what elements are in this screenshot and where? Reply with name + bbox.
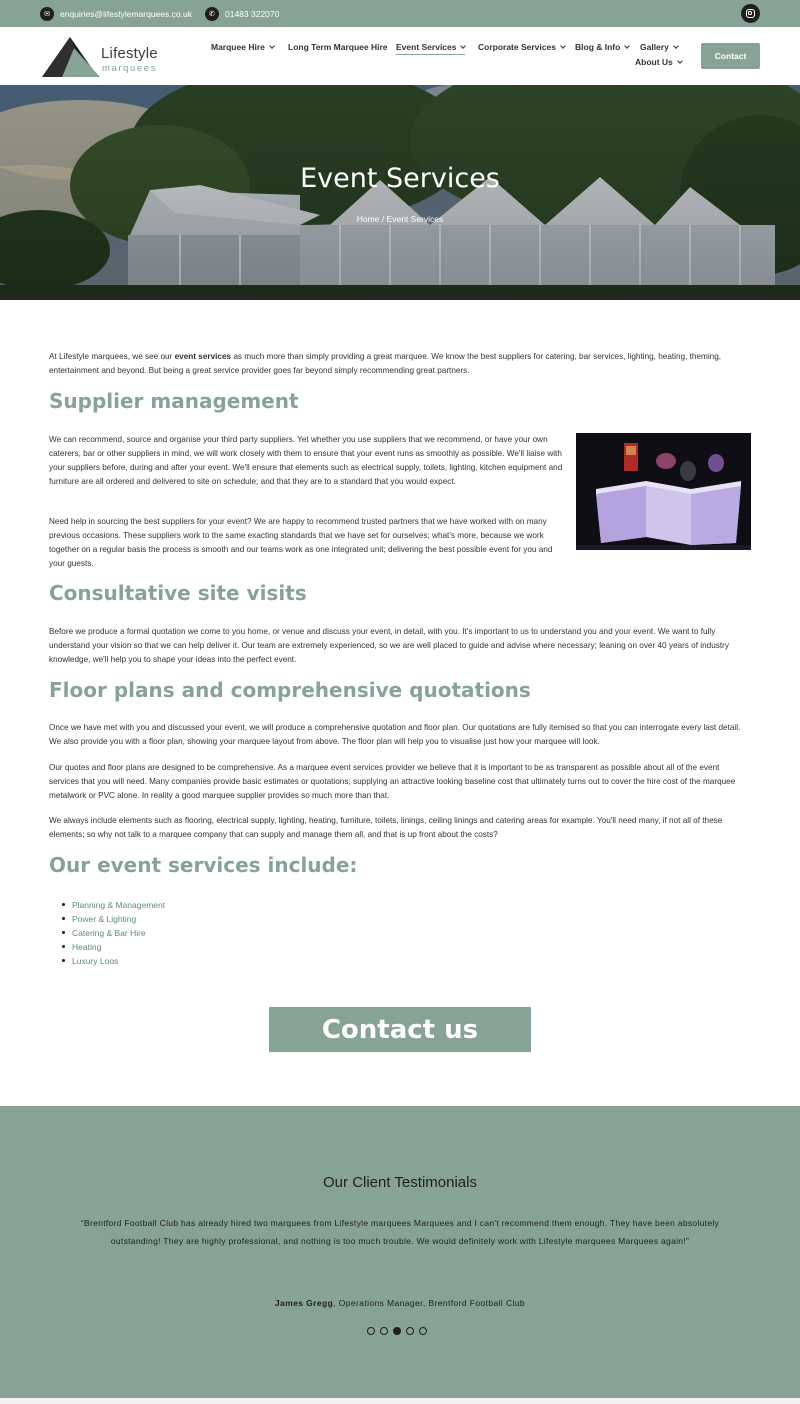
carousel-dot[interactable] — [367, 1327, 375, 1335]
chevron-down-icon — [269, 43, 275, 49]
nav-label: Gallery — [640, 42, 669, 52]
chevron-down-icon — [560, 43, 566, 49]
nav-gallery[interactable] — [640, 42, 678, 52]
email-link[interactable] — [40, 7, 192, 21]
service-link[interactable]: Planning & Management — [62, 898, 165, 912]
carousel-dot[interactable] — [406, 1327, 414, 1335]
breadcrumb-separator: / — [381, 214, 385, 224]
service-link[interactable]: Power & Lighting — [62, 912, 165, 926]
nav-label: Long Term Marquee Hire — [288, 42, 388, 52]
intro-text: At Lifestyle marquees, we see our — [49, 352, 175, 361]
testimonials-section — [0, 1106, 800, 1398]
logo-word: Lifestyle — [101, 45, 158, 62]
nav-marquee-hire[interactable] — [211, 42, 274, 52]
hero-banner — [0, 85, 800, 300]
nav-blog-info[interactable] — [575, 42, 629, 52]
heading-floor-plans: Floor plans and comprehensive quotations — [49, 678, 531, 702]
heading-supplier-management: Supplier management — [49, 389, 299, 413]
nav-label: Event Services — [396, 42, 457, 52]
author-role: , Operations Manager, Brentford Football Club — [333, 1298, 526, 1308]
site-header — [0, 27, 800, 85]
intro-paragraph — [49, 350, 749, 378]
instagram-icon[interactable] — [741, 4, 760, 23]
service-link[interactable]: Heating — [62, 940, 165, 954]
chevron-down-icon — [673, 43, 679, 49]
contact-button[interactable]: Contact — [701, 43, 760, 69]
supplier-paragraph-1: We can recommend, source and organise your third party suppliers. Yet whether you use suppliers that we recommend, or have your own caterers, bar or other suppliers in mind, we will work closely with them to ensure that your event runs as smoothly as possible. We'll liaise with your suppliers before, during and after your event. We'll ensure that elements such as electrical supply, toilets, lighting, kitchen equipment and furniture are all ordered and delivered to site on schedule; and that they are to a standard that you would expect. — [49, 435, 563, 486]
carousel-dot[interactable] — [380, 1327, 388, 1335]
floor-paragraph-1: Once we have met with you and discussed your event, we will produce a comprehensive quotation and floor plan. Our quotations are fully itemised so that you can interrogate every last detail. We also provide you with a floor plan, showing your marquee layout from above. The floor plan will help you to visualise just how your marquee will look. — [49, 723, 741, 746]
nav-long-term-hire[interactable] — [288, 42, 388, 52]
nav-event-services[interactable] — [396, 42, 465, 55]
nav-label: Marquee Hire — [211, 42, 265, 52]
floor-paragraph-3: We always include elements such as flooring, electrical supply, lighting, heating, furniture, toilets, linings, ceiling linings and catering areas for example. You'll need many, if not all of these elements; so why not talk to a marquee company that can supply and manage them all, and that is up front about the costs? — [49, 816, 723, 839]
supplier-paragraph-2: Need help in sourcing the best suppliers for your event? We are happy to recommend trusted partners that we have worked with on many previous occasions. These suppliers work to the same exacting standards that we have set for ourselves; what's more, because we work together on a regular basis the process is smooth and our teams work as one integrated unit; delivering the best possible event for you and your guests. — [49, 517, 553, 568]
nav-about-us[interactable] — [635, 57, 682, 67]
breadcrumb-current: Event Services — [386, 214, 444, 224]
footer-edge — [0, 1398, 800, 1404]
floor-paragraph-2: Our quotes and floor plans are designed to be comprehensive. As a marquee event services provider we believe that it is important to be as transparent as possible about all of the event services that you will need. Many companies provide basic estimates or quotations; supplying an attractive looking baseline cost that ultimately turns out to cover the hire cost of the marquee metalwork or PVC alone. In reality a good marquee supplier provides so much more than that. — [49, 763, 736, 800]
testimonial-author — [0, 1298, 800, 1308]
contact-us-banner[interactable]: Contact us — [269, 1007, 531, 1052]
event-bar-photo — [576, 433, 751, 550]
service-link[interactable]: Catering & Bar Hire — [62, 926, 165, 940]
carousel-dot[interactable] — [419, 1327, 427, 1335]
breadcrumb — [0, 214, 800, 224]
testimonial-quote: “Brentford Football Club has already hired two marquees from Lifestyle marquees Marquees and I can't recommend them enough. They have been absolutely outstanding! They are highly professional, and nothing is too much trouble. We would definitely work with Lifestyle marquees Marquees again!” — [80, 1218, 720, 1246]
page-title: Event Services — [300, 163, 500, 194]
author-name: James Gregg — [274, 1298, 334, 1308]
mail-icon: ✉ — [40, 7, 54, 21]
nav-corporate-services[interactable] — [478, 42, 565, 52]
breadcrumb-home[interactable]: Home — [356, 214, 380, 224]
heading-site-visits: Consultative site visits — [49, 581, 307, 605]
nav-label: About Us — [635, 57, 673, 67]
email-text: enquiries@lifestylemarquees.co.uk — [60, 9, 192, 19]
chevron-down-icon — [677, 58, 683, 64]
chevron-down-icon — [461, 43, 467, 49]
nav-label: Corporate Services — [478, 42, 556, 52]
intro-bold: event services — [174, 352, 232, 361]
carousel-dots — [367, 1327, 427, 1335]
logo-sub: marquees — [102, 63, 158, 74]
phone-link[interactable] — [205, 7, 279, 21]
logo[interactable] — [40, 32, 165, 80]
intro-text: as much more than simply providing a great marquee. We know the best suppliers for catering, bar services, lighting, heating, theming, entertainment and beyond. But being a great service provider goes far beyond simply recommending great partners. — [49, 352, 722, 375]
testimonials-title: Our Client Testimonials — [323, 1174, 477, 1191]
heading-services: Our event services include: — [49, 853, 358, 877]
phone-icon: ✆ — [205, 7, 219, 21]
visits-paragraph: Before we produce a formal quotation we come to you home, or venue and discuss your event, in detail, with you. It's important to us to understand you and your event. We want to fully understand your vision so that we can help deliver it. Our team are extremely experienced, so we are well placed to guide and advise where necessary; leaning on over 40 years of industry knowledge, we'll help you to shape your ideas into the perfect event. — [49, 627, 729, 664]
carousel-dot-active[interactable] — [393, 1327, 401, 1335]
services-list — [62, 898, 165, 968]
nav-label: Blog & Info — [575, 42, 621, 52]
phone-text: 01483 322070 — [225, 9, 280, 19]
top-bar — [0, 0, 800, 27]
chevron-down-icon — [624, 43, 630, 49]
service-link[interactable]: Luxury Loos — [62, 954, 165, 968]
